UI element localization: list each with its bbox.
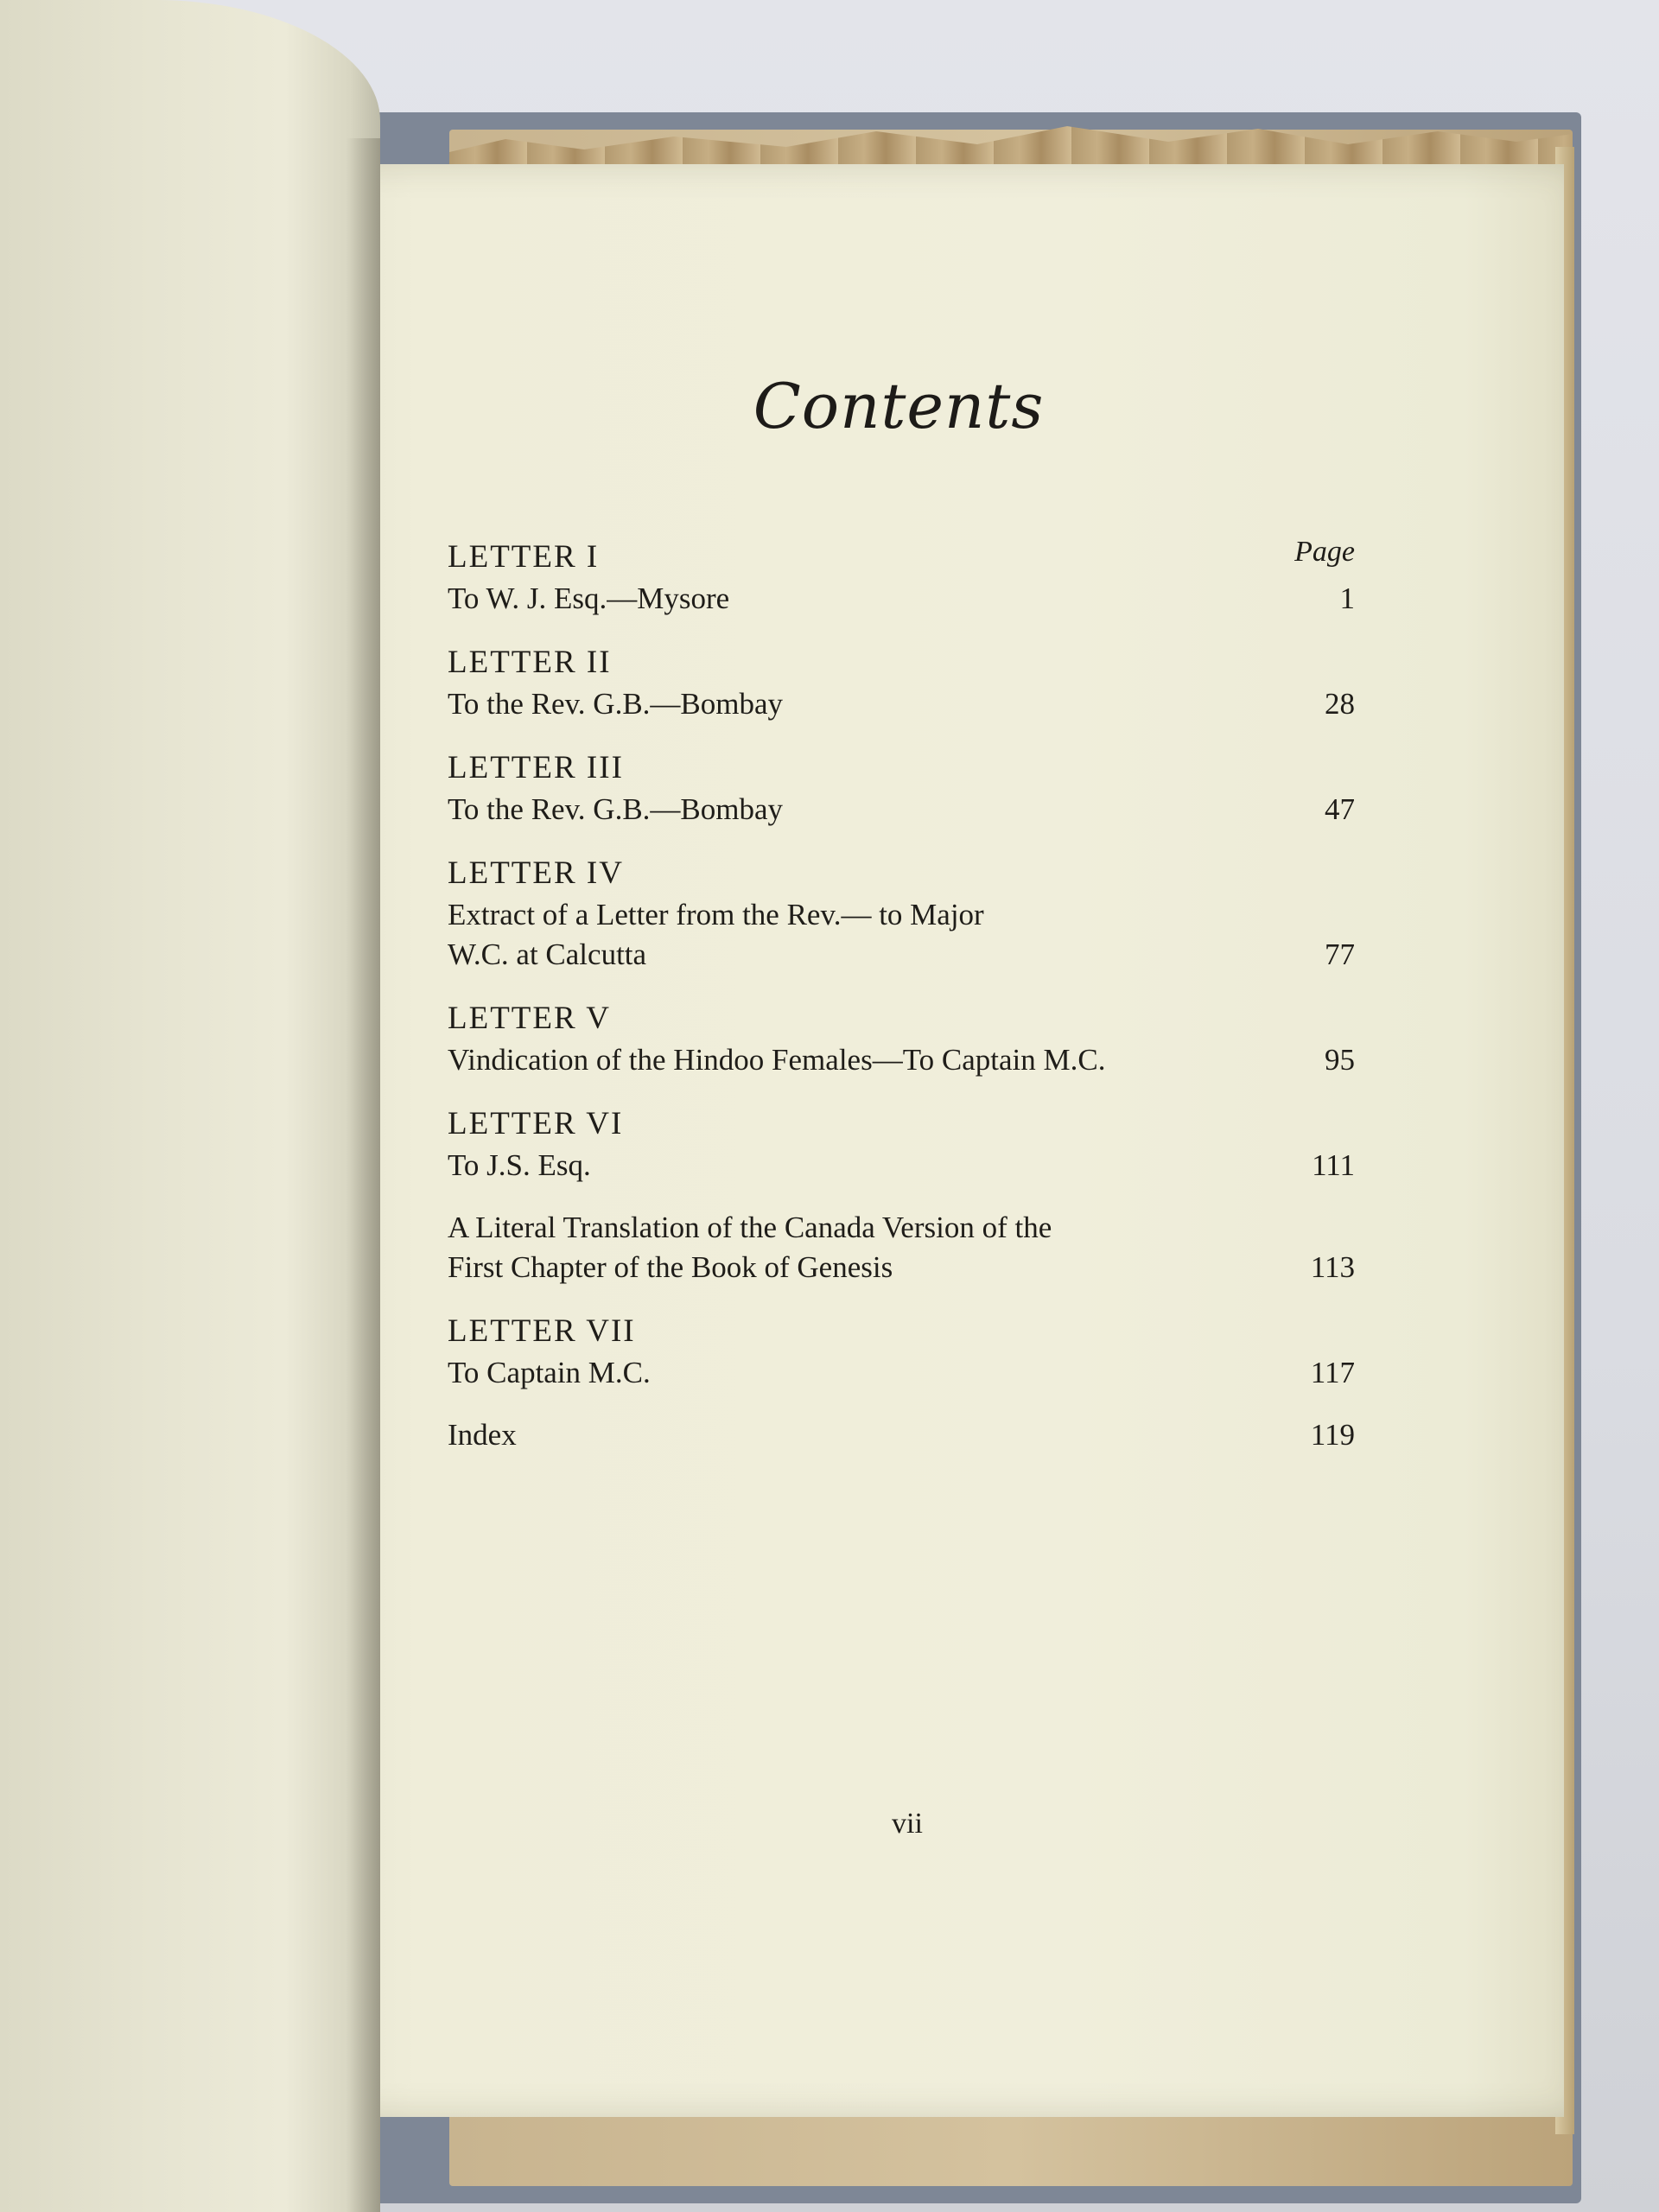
toc-entry-letter-6: [448, 1103, 1355, 1185]
left-page: [0, 0, 380, 2212]
entry-description: [448, 684, 1355, 724]
entry-page-number: 111: [1312, 1148, 1355, 1182]
entry-line: Extract of a Letter from the Rev.— to Major: [448, 898, 984, 931]
entry-page-number: 77: [1325, 938, 1355, 971]
entry-page-number: 119: [1310, 1418, 1355, 1452]
gutter-shadow: [346, 138, 380, 2212]
page-column-heading: Page: [1294, 536, 1355, 568]
entry-line: To the Rev. G.B.—Bombay: [448, 792, 784, 826]
toc-entry-translation: [448, 1208, 1355, 1287]
entry-description: [448, 1208, 1355, 1287]
toc-entry-letter-7: [448, 1310, 1355, 1393]
entry-description: [448, 790, 1355, 830]
entry-label: LETTER I: [448, 539, 600, 575]
entry-line: To J.S. Esq.: [448, 1148, 591, 1182]
toc-entry-index: [448, 1415, 1355, 1455]
toc-entry-letter-5: [448, 997, 1355, 1080]
entry-page-number: 113: [1310, 1250, 1355, 1284]
entry-line: Index: [448, 1418, 517, 1452]
entry-page-number: 95: [1325, 1043, 1355, 1077]
entry-line: First Chapter of the Book of Genesis: [448, 1250, 893, 1284]
entry-label: LETTER V: [448, 1001, 611, 1036]
toc-entry-letter-4: [448, 852, 1355, 975]
page-title: Contents: [753, 370, 1045, 442]
table-of-contents: [448, 536, 1355, 1478]
entry-description: [448, 895, 1355, 975]
entry-line: To W. J. Esq.—Mysore: [448, 582, 730, 615]
entry-line: W.C. at Calcutta: [448, 938, 647, 971]
entry-label: LETTER VI: [448, 1106, 624, 1141]
entry-page-number: 28: [1325, 687, 1355, 721]
toc-entry-letter-3: [448, 747, 1355, 830]
entry-line: To the Rev. G.B.—Bombay: [448, 687, 784, 721]
entry-page-number: 1: [1339, 582, 1355, 615]
entry-page-number: 47: [1325, 792, 1355, 826]
entry-page-number: 117: [1310, 1356, 1355, 1389]
entry-description: [448, 1040, 1355, 1080]
entry-description: [448, 579, 1355, 619]
toc-entry-letter-1: [448, 536, 1355, 619]
entry-label: LETTER II: [448, 645, 612, 680]
entry-description: [448, 1415, 1355, 1455]
entry-line: A Literal Translation of the Canada Version of the: [448, 1211, 1052, 1244]
entry-description: [448, 1353, 1355, 1393]
page-folio: vii: [892, 1808, 923, 1840]
entry-label: LETTER VII: [448, 1313, 636, 1349]
toc-entry-letter-2: [448, 641, 1355, 724]
entry-line: To Captain M.C.: [448, 1356, 651, 1389]
entry-label: LETTER IV: [448, 855, 624, 891]
entry-line: Vindication of the Hindoo Females—To Captain M.C.: [448, 1043, 1106, 1077]
entry-label: LETTER III: [448, 750, 624, 785]
entry-description: [448, 1146, 1355, 1185]
